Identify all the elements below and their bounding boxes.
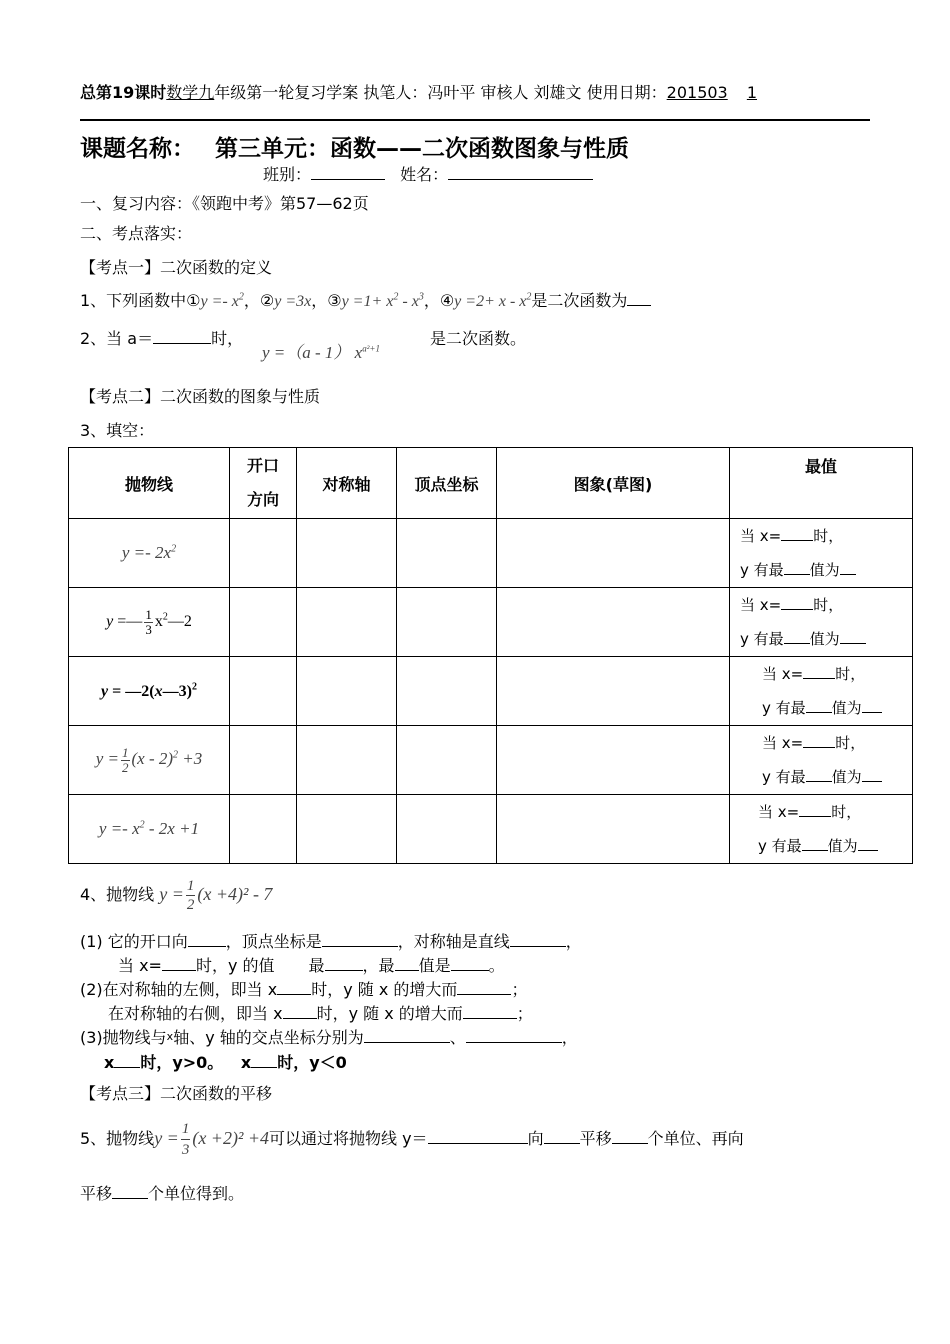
row3-extreme: 当 x= 时， y 有最 值为 [730, 657, 913, 726]
q1-sep-4: ，④ [423, 291, 455, 310]
q1-answer-blank[interactable] [627, 291, 651, 306]
header-title: 年级第一轮复习学案 执笔人：冯叶平 审核人 刘雄文 使用日期： [214, 83, 667, 102]
table-header-row [69, 448, 913, 519]
row4-graph[interactable] [497, 726, 730, 795]
question-5: 5、抛物线y = $\frac{1}{3}$ (x +2)² +4可以通过将抛物线 y＝ 向 平移 个单位、再向 [80, 1121, 744, 1159]
question-1 [80, 288, 651, 311]
row2-graph[interactable] [497, 588, 730, 657]
name-label: 姓名： [400, 165, 449, 184]
row1-graph[interactable] [497, 519, 730, 588]
class-blank[interactable] [311, 165, 385, 180]
table-row [69, 726, 913, 795]
row5-formula: $y =- x^2 - 2x +1$ [69, 795, 230, 864]
q4-part3-line2: x 时，y>0。 x 时，y＜0 [104, 1053, 347, 1072]
th-extreme: 最值 [730, 448, 913, 519]
header-line [80, 80, 757, 103]
kp3-title: 【考点三】二次函数的平移 [80, 1084, 273, 1103]
row4-axis[interactable] [297, 726, 397, 795]
row1-extreme: 当 x= 时， y 有最 值为 [730, 519, 913, 588]
q4-part1-line2: 当 x= 时，y 的值 最 ，最 值是 。 [118, 956, 505, 975]
q1-sep-2: ，② [243, 291, 275, 310]
row5-axis[interactable] [297, 795, 397, 864]
header-rule [80, 119, 870, 121]
q1-formula-2: y =3x [274, 293, 312, 310]
q2-a-blank[interactable] [153, 329, 211, 344]
topic-label: 课题名称： [80, 136, 195, 162]
properties-table [68, 447, 913, 864]
header-prefix: 总第19课时 [80, 83, 167, 102]
kp1-title: 【考点一】二次函数的定义 [80, 258, 273, 277]
q1-prefix: 1、下列函数中① [80, 291, 201, 310]
row5-opening[interactable] [230, 795, 297, 864]
kp2-title: 【考点二】二次函数的图象与性质 [80, 387, 321, 406]
th-parabola: 抛物线 [69, 448, 230, 519]
row3-opening[interactable] [230, 657, 297, 726]
th-opening: 开口 方向 [230, 448, 297, 519]
th-axis: 对称轴 [297, 448, 397, 519]
row4-formula: y = $\frac{1}{2}$ (x - 2)$^2$ +3 [69, 726, 230, 795]
question-2 [80, 326, 243, 349]
q1-formula-4: $y =2+ x - x^2$ [454, 291, 532, 310]
q2-suffix: 是二次函数。 [430, 329, 527, 348]
class-label: 班别： [263, 165, 312, 184]
header-date: 201503 [666, 83, 728, 102]
row3-vertex[interactable] [397, 657, 497, 726]
row3-graph[interactable] [497, 657, 730, 726]
row5-graph[interactable] [497, 795, 730, 864]
row4-extreme: 当 x= 时， y 有最 值为 [730, 726, 913, 795]
row1-opening[interactable] [230, 519, 297, 588]
table-row [69, 519, 913, 588]
row4-vertex[interactable] [397, 726, 497, 795]
row5-vertex[interactable] [397, 795, 497, 864]
q4-formula: (x +4)² - 7 [197, 884, 273, 904]
question-4: 4、抛物线 y = $\frac{1}{2}$ (x +4)² - 7 [80, 878, 273, 914]
topic-line [80, 130, 629, 163]
q4-part1-line1: (1) 它的开口向 ，顶点坐标是 ，对称轴是直线 ， [80, 932, 582, 951]
q2-formula: y =（a - 1） $x^{a^2+1}$ [262, 343, 381, 362]
row4-opening[interactable] [230, 726, 297, 795]
topic-title: 第三单元：函数——二次函数图象与性质 [215, 136, 630, 162]
section-points: 二、考点落实： [80, 224, 193, 243]
row2-opening[interactable] [230, 588, 297, 657]
q4-part2-line1: (2)在对称轴的左侧，即当 x 时，y 随 x 的增大而 ； [80, 980, 528, 999]
table-row [69, 657, 913, 726]
q2-prefix: 2、当 a＝ [80, 329, 154, 348]
th-graph: 图象(草图) [497, 448, 730, 519]
header-subject: 数学九 [166, 83, 215, 102]
question-3: 3、填空： [80, 421, 155, 440]
row1-formula: $y =- 2x^2$ [69, 519, 230, 588]
q2-mid: 时， [211, 329, 244, 348]
q1-formula-1: $y =- x^2$ [200, 291, 244, 310]
row1-vertex[interactable] [397, 519, 497, 588]
row1-axis[interactable] [297, 519, 397, 588]
row2-axis[interactable] [297, 588, 397, 657]
name-blank[interactable] [448, 165, 593, 180]
table-row [69, 795, 913, 864]
th-vertex: 顶点坐标 [397, 448, 497, 519]
q4-title: 4、抛物线 [80, 885, 155, 904]
row3-axis[interactable] [297, 657, 397, 726]
student-info [263, 162, 593, 185]
row5-extreme: 当 x= 时， y 有最 值为 [730, 795, 913, 864]
q4-part2-line2: 在对称轴的右侧，即当 x 时，y 随 x 的增大而 ； [108, 1004, 533, 1023]
row2-formula: y =— $\frac{1}{3}$ $x^2—2$ [69, 588, 230, 657]
row2-vertex[interactable] [397, 588, 497, 657]
row2-extreme: 当 x= 时， y 有最 值为 [730, 588, 913, 657]
page-number: 1 [746, 83, 758, 102]
q1-formula-3: $y =1+ x^2 - x^3$ [341, 291, 424, 310]
q1-suffix: 是二次函数为 [531, 291, 628, 310]
table-row [69, 588, 913, 657]
q1-sep-3: ，③ [311, 291, 342, 310]
question-5-cont: 平移 个单位得到。 [80, 1184, 245, 1203]
q4-part3-line1: (3)抛物线与x轴、y 轴的交点坐标分别为 、 ， [80, 1028, 578, 1047]
row3-formula: y = —2(x—3)$^2$ [69, 657, 230, 726]
section-review: 一、复习内容：《领跑中考》第57—62页 [80, 194, 369, 213]
